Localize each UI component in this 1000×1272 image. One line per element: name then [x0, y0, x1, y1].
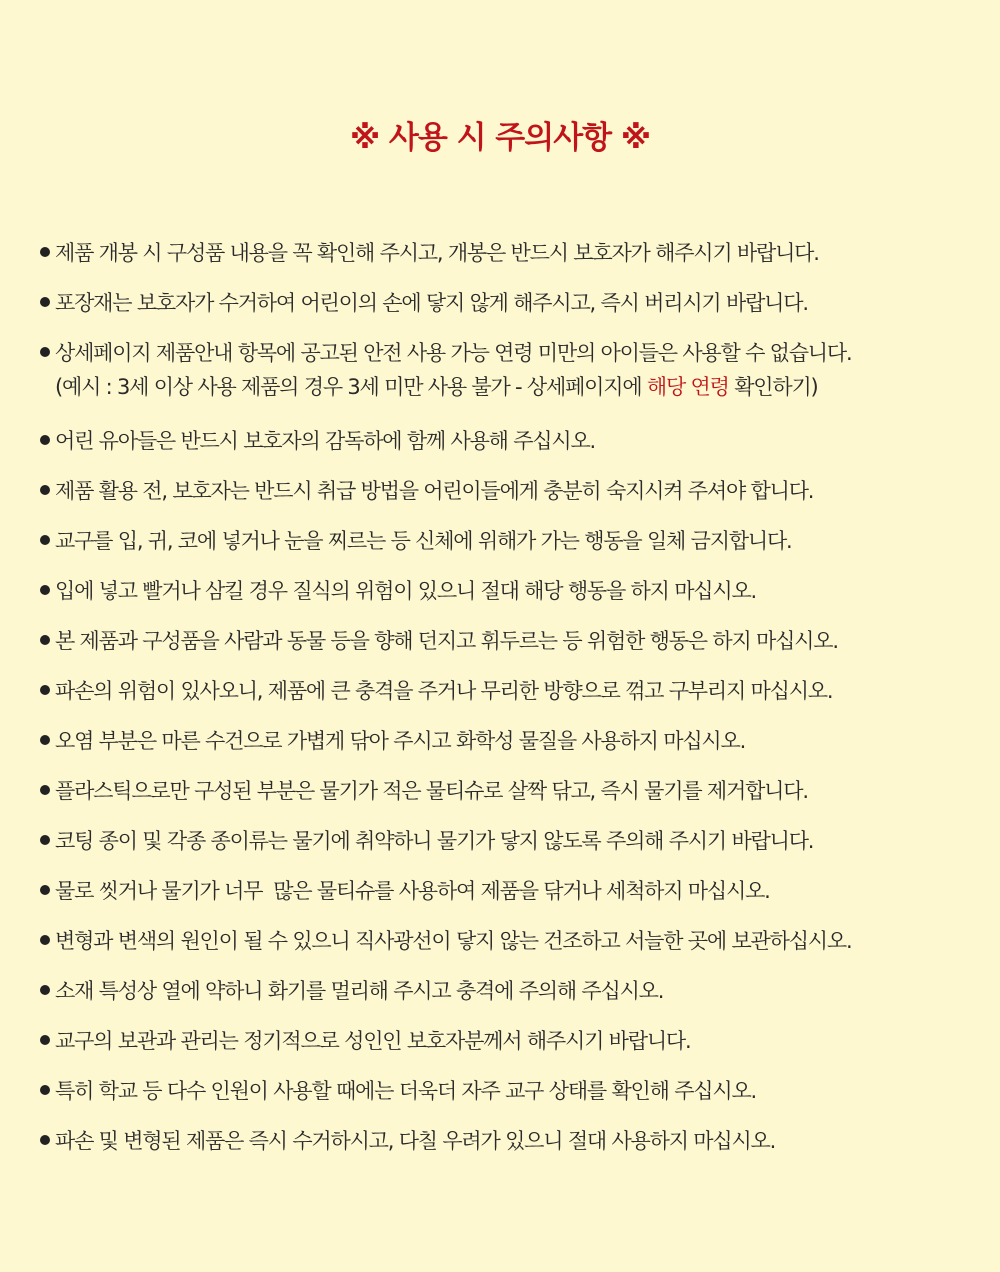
bullet-icon: [40, 535, 50, 545]
bullet-icon: [40, 1035, 50, 1045]
example-note: [40, 370, 985, 404]
bullet-icon: [40, 885, 50, 895]
notice-text: 변형과 변색의 원인이 될 수 있으니 직사광선이 닿지 않는 건조하고 서늘한 곳에 보관하십시오.: [55, 929, 852, 953]
notice-item: [40, 824, 985, 858]
bullet-icon: [40, 685, 50, 695]
notice-item: [40, 524, 985, 558]
notice-item: [40, 874, 985, 908]
notice-text: 포장재는 보호자가 수거하여 어린이의 손에 닿지 않게 해주시고, 즉시 버리시기 바랍니다.: [55, 291, 808, 315]
bullet-icon: [40, 785, 50, 795]
bullet-icon: [40, 347, 50, 357]
notice-item: [40, 286, 985, 320]
notice-item: [40, 724, 985, 758]
example-note-text: (예시 : 3세 이상 사용 제품의 경우 3세 미만 사용 불가 - 상세페이지에: [55, 375, 647, 399]
notice-item: [40, 924, 985, 958]
bullet-icon: [40, 297, 50, 307]
bullet-icon: [40, 1085, 50, 1095]
example-note-highlight: 해당 연령: [646, 375, 729, 399]
notice-text: 교구를 입, 귀, 코에 넣거나 눈을 찌르는 등 신체에 위해가 가는 행동을 일체 금지합니다.: [55, 529, 792, 553]
notice-text: 입에 넣고 빨거나 삼킬 경우 질식의 위험이 있으니 절대 해당 행동을 하지 마십시오.: [55, 579, 757, 603]
notice-text: 플라스틱으로만 구성된 부분은 물기가 적은 물티슈로 살짝 닦고, 즉시 물기를 제거합니다.: [55, 779, 808, 803]
notice-text: 본 제품과 구성품을 사람과 동물 등을 향해 던지고 휘두르는 등 위험한 행동은 하지 마십시오.: [55, 629, 838, 653]
bullet-icon: [40, 585, 50, 595]
notice-text: 상세페이지 제품안내 항목에 공고된 안전 사용 가능 연령 미만의 아이들은 사용할 수 없습니다.: [55, 341, 852, 365]
notice-item: [40, 674, 985, 708]
notice-item: [40, 336, 985, 404]
notice-item: [40, 1074, 985, 1108]
bullet-icon: [40, 435, 50, 445]
notice-text: 소재 특성상 열에 약하니 화기를 멀리해 주시고 충격에 주의해 주십시오.: [55, 979, 664, 1003]
notice-item: [40, 624, 985, 658]
notice-item: [40, 474, 985, 508]
bullet-icon: [40, 247, 50, 257]
notice-text: 오염 부분은 마른 수건으로 가볍게 닦아 주시고 화학성 물질을 사용하지 마십시오.: [55, 729, 746, 753]
bullet-icon: [40, 735, 50, 745]
bullet-icon: [40, 485, 50, 495]
notice-text: 제품 개봉 시 구성품 내용을 꼭 확인해 주시고, 개봉은 반드시 보호자가 해주시기 바랍니다.: [55, 241, 819, 265]
example-note-text: 확인하기): [728, 375, 818, 399]
notice-text: 파손 및 변형된 제품은 즉시 수거하시고, 다칠 우려가 있으니 절대 사용하지 마십시오.: [55, 1129, 776, 1153]
notice-item: [40, 1124, 985, 1158]
notice-text: 특히 학교 등 다수 인원이 사용할 때에는 더욱더 자주 교구 상태를 확인해 주십시오.: [55, 1079, 757, 1103]
notice-text: 어린 유아들은 반드시 보호자의 감독하에 함께 사용해 주십시오.: [55, 429, 596, 453]
notice-item: [40, 1024, 985, 1058]
bullet-icon: [40, 1135, 50, 1145]
bullet-icon: [40, 985, 50, 995]
bullet-icon: [40, 835, 50, 845]
notice-item: [40, 236, 985, 270]
notice-item: [40, 974, 985, 1008]
notice-item: [40, 774, 985, 808]
bullet-icon: [40, 935, 50, 945]
page-title: ※ 사용 시 주의사항 ※: [349, 120, 651, 156]
notice-text: 코팅 종이 및 각종 종이류는 물기에 취약하니 물기가 닿지 않도록 주의해 주시기 바랍니다.: [55, 829, 814, 853]
notice-text: 제품 활용 전, 보호자는 반드시 취급 방법을 어린이들에게 충분히 숙지시켜 주셔야 합니다.: [55, 479, 814, 503]
notice-text: 파손의 위험이 있사오니, 제품에 큰 충격을 주거나 무리한 방향으로 꺾고 구부리지 마십시오.: [55, 679, 833, 703]
bullet-icon: [40, 635, 50, 645]
notice-text: 물로 씻거나 물기가 너무 많은 물티슈를 사용하여 제품을 닦거나 세척하지 마십시오.: [55, 879, 770, 903]
notice-item: [40, 424, 985, 458]
notice-text: 교구의 보관과 관리는 정기적으로 성인인 보호자분께서 해주시기 바랍니다.: [55, 1029, 691, 1053]
notice-item: [40, 574, 985, 608]
